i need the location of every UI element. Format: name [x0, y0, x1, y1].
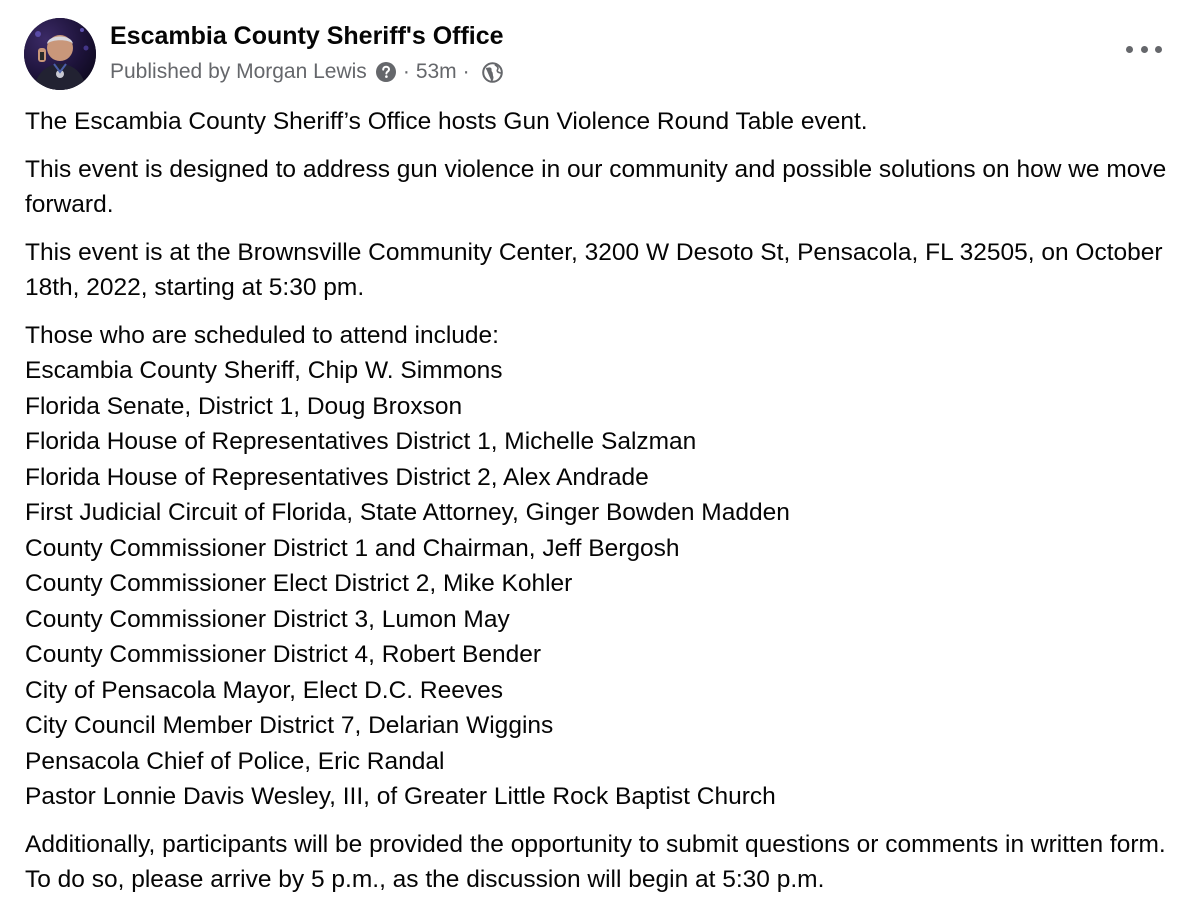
- post-paragraph-location: This event is at the Brownsville Community Center, 3200 W Desoto St, Pensacola, FL 32505, on October 18th, 2022, starting at 5:30 pm.: [25, 238, 1163, 301]
- help-icon[interactable]: [375, 61, 397, 83]
- meta-separator-dot: ·: [402, 60, 410, 83]
- more-options-icon-dot-3: [1155, 46, 1162, 53]
- post-paragraph-closing: Additionally, participants will be provided the opportunity to submit questions or comments in written form. To do so, please arrive by 5 p.m., as the discussion will begin at 5:30 p.m.: [25, 830, 1166, 893]
- post-meta: [110, 60, 503, 84]
- post-body: [25, 104, 1175, 910]
- post-timestamp[interactable]: 53m: [415, 60, 457, 83]
- more-options-button[interactable]: [1126, 38, 1162, 60]
- attendees-intro: Those who are scheduled to attend include:: [25, 321, 499, 349]
- page-name-link[interactable]: Escambia County Sheriff's Office: [110, 22, 504, 50]
- attendees-section: [25, 318, 1175, 815]
- attendee-item: Pensacola Chief of Police, Eric Randal: [25, 747, 445, 775]
- attendee-item: Pastor Lonnie Davis Wesley, III, of Greater Little Rock Baptist Church: [25, 783, 776, 810]
- attendee-item: Florida House of Representatives District 2, Alex Andrade: [25, 463, 649, 491]
- attendee-item: Florida Senate, District 1, Doug Broxson: [25, 392, 463, 420]
- more-options-icon-dot-2: [1141, 46, 1148, 53]
- published-by-label[interactable]: Published by Morgan Lewis: [110, 60, 367, 83]
- attendee-item: First Judicial Circuit of Florida, State Attorney, Ginger Bowden Madden: [25, 499, 790, 526]
- globe-icon[interactable]: [482, 62, 503, 83]
- attendee-item: County Commissioner Elect District 2, Mike Kohler: [25, 570, 573, 597]
- post-header: [24, 18, 1174, 88]
- attendees-list: [25, 353, 1175, 815]
- attendee-item: County Commissioner District 4, Robert Bender: [25, 641, 542, 668]
- attendee-item: City of Pensacola Mayor, Elect D.C. Reeves: [25, 676, 503, 704]
- attendee-item: Florida House of Representatives District 1, Michelle Salzman: [25, 428, 697, 455]
- more-options-icon-dot-1: [1126, 46, 1133, 53]
- post-paragraph-purpose: This event is designed to address gun violence in our community and possible solutions on how we move forward.: [25, 155, 1167, 218]
- post-paragraph-intro: The Escambia County Sheriff’s Office hosts Gun Violence Round Table event.: [25, 108, 868, 135]
- page-avatar[interactable]: [24, 18, 96, 90]
- attendee-item: Escambia County Sheriff, Chip W. Simmons: [25, 357, 503, 384]
- attendee-item: County Commissioner District 1 and Chairman, Jeff Bergosh: [25, 534, 680, 562]
- attendee-item: County Commissioner District 3, Lumon May: [25, 605, 510, 633]
- avatar-photo: [24, 18, 96, 90]
- meta-separator-dot-2: ·: [462, 60, 470, 83]
- attendee-item: City Council Member District 7, Delarian Wiggins: [25, 712, 554, 739]
